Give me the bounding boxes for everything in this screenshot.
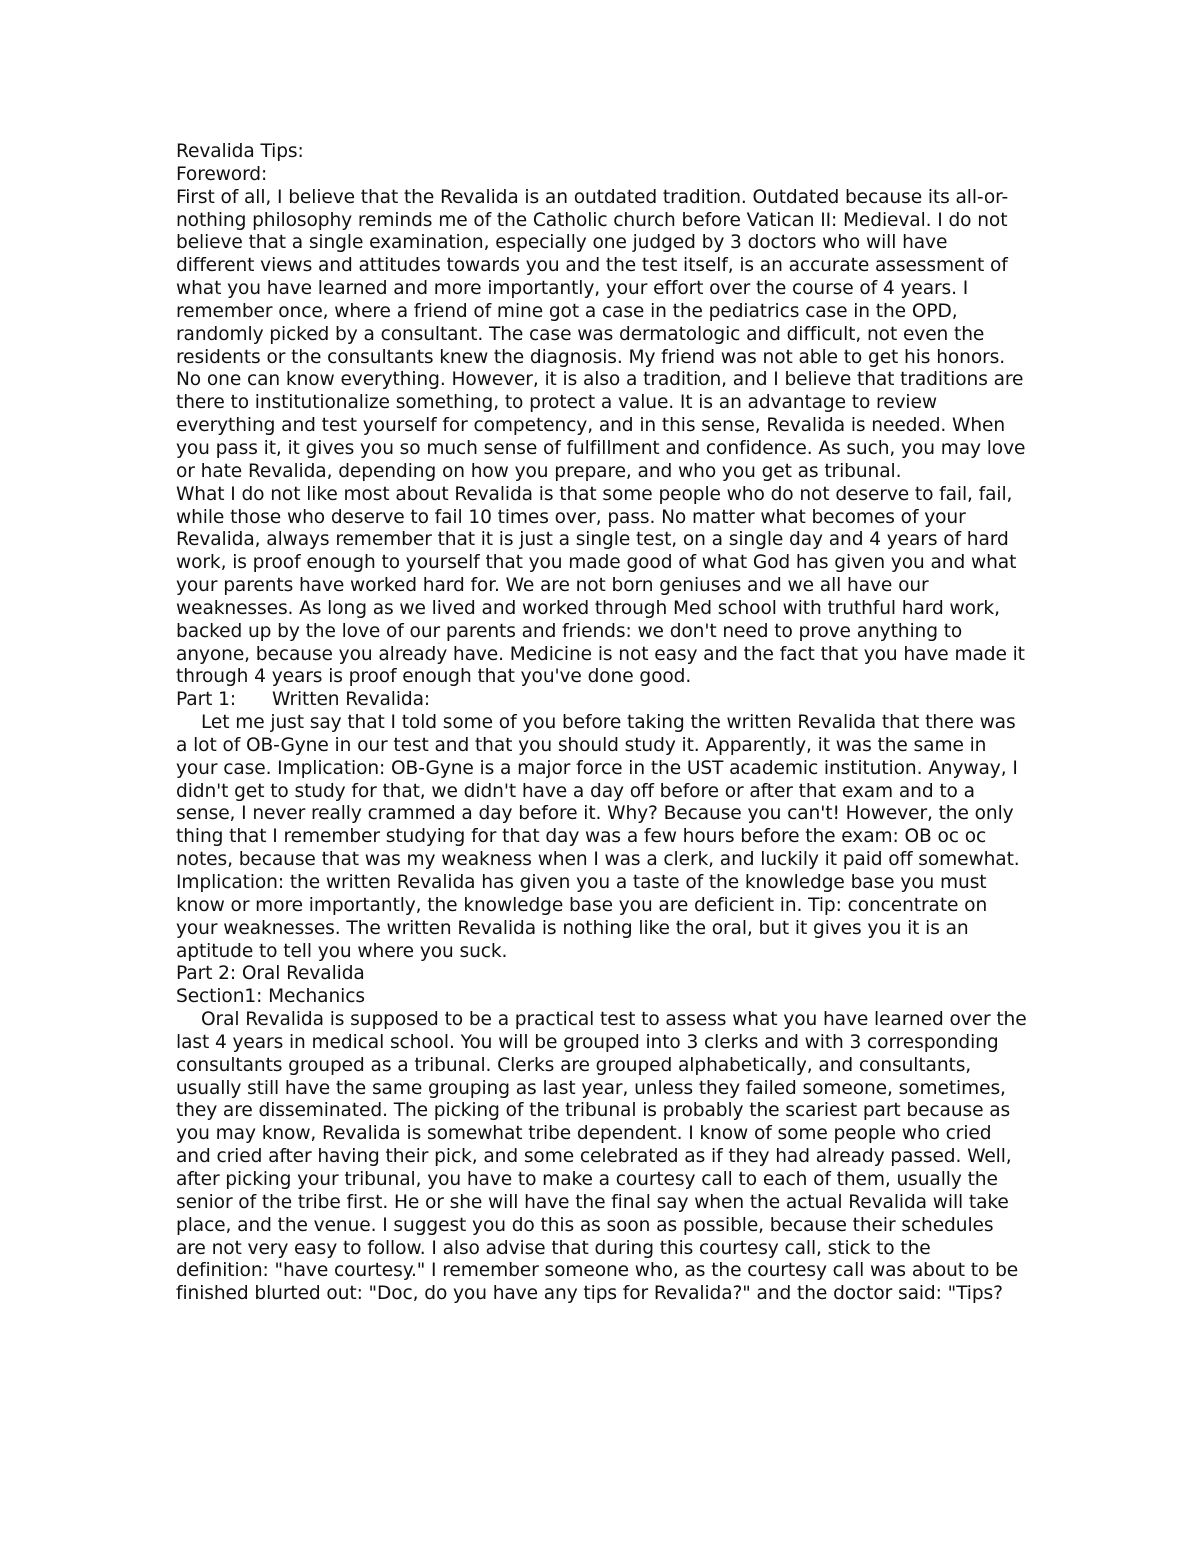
- section1-heading: Section1: Mechanics: [176, 986, 365, 1008]
- part1-heading: [176, 689, 1028, 712]
- foreword-paragraph-1: First of all, I believe that the Revalida is an outdated tradition. Outdated because its all-or-nothing philosophy reminds me of the Catholic church before Vatican II: Medieval. I do not believe that a single examination, especially one judged by 3 doctors who will have different views and attitudes towards you and the test itself, is an accurate assessment of what you have learned and more importantly, your effort over the course of 4 years. I remember once, where a friend of mine got a case in the pediatrics case in the OPD, randomly picked by a consultant. The case was dermatologic and difficult, not even the residents or the consultants knew the diagnosis. My friend was not able to get his honors. No one can know everything. However, it is also a tradition, and I believe that traditions are there to institutionalize something, to protect a value. It is an advantage to review everything and test yourself for competency, and in this sense, Revalida is needed. When you pass it, it gives you so much sense of fulfillment and confidence. As such, you may love or hate Revalida, depending on how you prepare, and who you get as tribunal.: [176, 186, 1026, 482]
- part1-label: Part 1:: [176, 689, 237, 711]
- part1-paragraph: Let me just say that I told some of you before taking the written Revalida that there was a lot of OB-Gyne in our test and that you should study it. Apparently, it was the same in your case. Implication: OB-Gyne is a major force in the UST academic institution. Anyway, I didn't get to study for that, we didn't have a day off before or after that exam and to a sense, I never really crammed a day before it. Why? Because you can't! However, the only thing that I remember studying for that day was a few hours before the exam: OB oc oc notes, because that was my weakness when I was a clerk, and luckily it paid off somewhat. Implication: the written Revalida has given you a taste of the knowledge base you must know or more importantly, the knowledge base you are deficient in. Tip: concentrate on your weaknesses. The written Revalida is nothing like the oral, but it gives you it is an aptitude to tell you where you suck.: [176, 712, 1020, 962]
- document-body: [176, 141, 1028, 1306]
- foreword-paragraph-2: What I do not like most about Revalida is that some people who do not deserve to fail, fail, while those who deserve to fail 10 times over, pass. No matter what becomes of your Revalida, always remember that it is just a single test, on a single day and 4 years of hard work, is proof enough to yourself that you made good of what God has given you and what your parents have worked hard for. We are not born geniuses and we all have our weaknesses. As long as we lived and worked through Med school with truthful hard work, backed up by the love of our parents and friends: we don't need to prove anything to anyone, because you already have. Medicine is not easy and the fact that you have made it through 4 years is proof enough that you've done good.: [176, 483, 1025, 688]
- document-title: Revalida Tips:: [176, 141, 304, 162]
- section1-paragraph: Oral Revalida is supposed to be a practical test to assess what you have learned over the last 4 years in medical school. You will be grouped into 3 clerks and with 3 corresponding consultants grouped as a tribunal. Clerks are grouped alphabetically, and consultants, usually still have the same grouping as last year, unless they failed someone, sometimes, they are disseminated. The picking of the tribunal is probably the scariest part because as you may know, Revalida is somewhat tribe dependent. I know of some people who cried and cried after having their pick, and some celebrated as if they had already passed. Well, after picking your tribunal, you have to make a courtesy call to each of them, usually the senior of the tribe first. He or she will have the final say when the actual Revalida will take place, and the venue. I suggest you do this as soon as possible, because their schedules are not very easy to follow. I also advise that during this courtesy call, stick to the definition: "have courtesy." I remember someone who, as the courtesy call was about to be finished blurted out: "Doc, do you have any tips for Revalida?" and the doctor said: "Tips?: [176, 1009, 1027, 1305]
- part1-title: Written Revalida:: [272, 689, 431, 711]
- foreword-heading: Foreword:: [176, 163, 268, 185]
- part2-heading: Part 2: Oral Revalida: [176, 963, 365, 985]
